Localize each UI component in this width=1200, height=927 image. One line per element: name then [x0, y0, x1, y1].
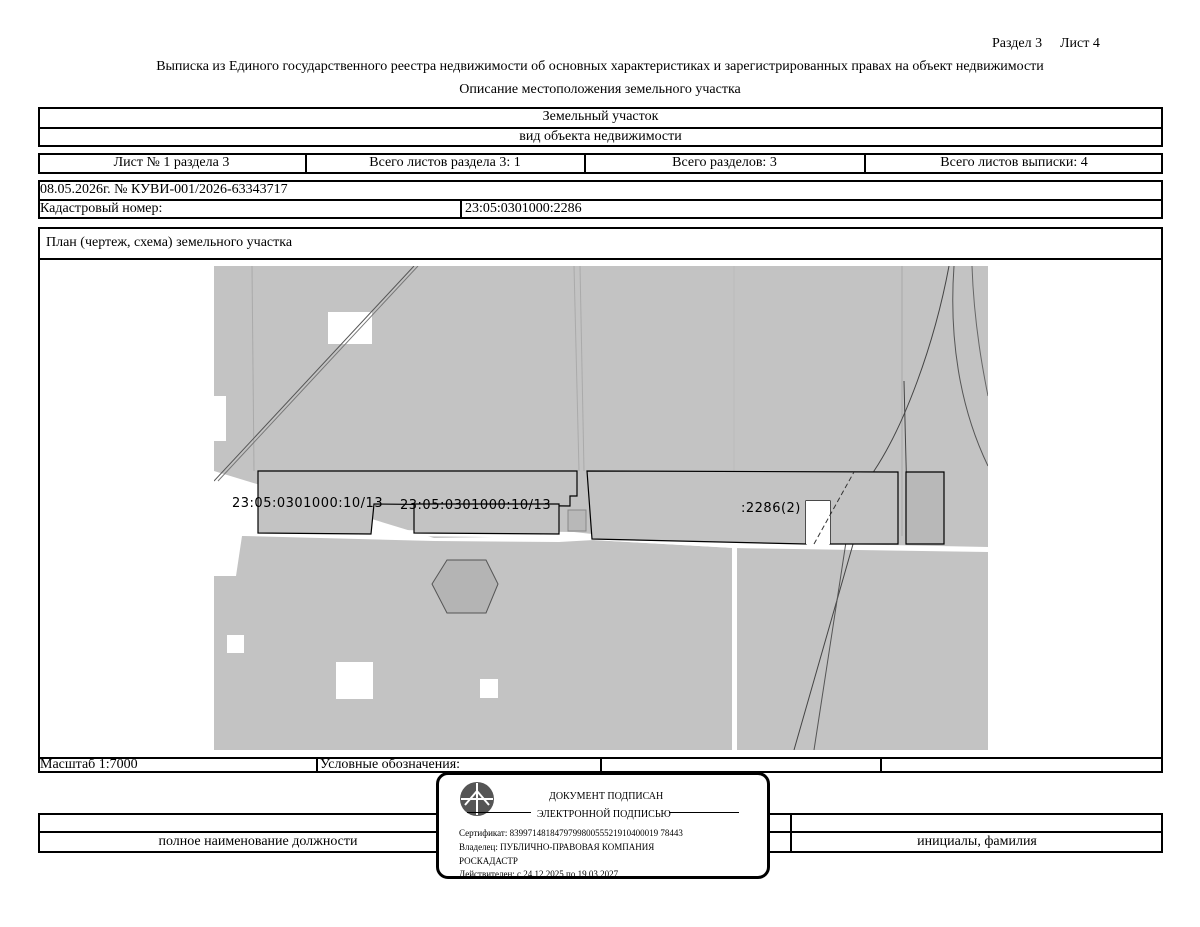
e-signature-stamp	[436, 772, 770, 879]
plan-title: План (чертеж, схема) земельного участка	[46, 235, 293, 250]
label-parcel-main: :2286(2)	[741, 501, 801, 516]
cadastral-label: Кадастровый номер:	[40, 201, 163, 216]
name-caption: инициалы, фамилия	[917, 834, 1037, 849]
scale-text: Масштаб 1:7000	[40, 757, 138, 772]
sheet-number: Лист 4	[1060, 36, 1100, 51]
legend-label: Условные обозначения:	[320, 757, 461, 772]
stamp-owner2: РОСКАДАСТР	[459, 856, 518, 866]
label-parcel-mid: 23:05:0301000:10/13	[400, 498, 552, 513]
total-sections: Всего разделов: 3	[672, 155, 777, 170]
section-number: Раздел 3	[992, 36, 1043, 51]
stamp-certificate: Сертификат: 839971481847979980055521910400019 78443	[459, 828, 683, 838]
stamp-owner: Владелец: ПУБЛИЧНО-ПРАВОВАЯ КОМПАНИЯ	[459, 842, 655, 852]
building-3	[336, 662, 373, 699]
cadastral-map	[214, 266, 988, 750]
object-type-caption: вид объекта недвижимости	[519, 129, 682, 144]
cadastral-number: 23:05:0301000:2286	[465, 201, 582, 216]
building-4	[480, 679, 498, 698]
stamp-line2: ЭЛЕКТРОННОЙ ПОДПИСЬЮ	[537, 809, 671, 820]
building-2	[227, 635, 244, 653]
total-sheets-section: Всего листов раздела 3: 1	[369, 155, 521, 170]
document-title: Выписка из Единого государственного реестра недвижимости об основных характеристиках и зарегистрированных правах на объект недвижимости	[156, 59, 1044, 74]
document-subtitle: Описание местоположения земельного участка	[459, 82, 741, 97]
left-notch	[214, 396, 226, 441]
stamp-line1: ДОКУМЕНТ ПОДПИСАН	[549, 791, 664, 802]
position-caption: полное наименование должности	[158, 834, 358, 849]
label-parcel-left: 23:05:0301000:10/13	[232, 496, 384, 511]
parcel-10-13-small	[568, 510, 586, 531]
total-sheets-extract: Всего листов выписки: 4	[940, 155, 1088, 170]
parcel-2286-small	[906, 472, 944, 544]
sheet-of-section: Лист № 1 раздела 3	[113, 155, 230, 170]
stamp-valid: Действителен: с 24.12.2025 по 19.03.2027	[459, 869, 619, 879]
object-type: Земельный участок	[542, 109, 659, 124]
date-and-number: 08.05.2026г. № КУВИ-001/2026-63343717	[40, 182, 288, 197]
road-vertical	[732, 544, 737, 750]
